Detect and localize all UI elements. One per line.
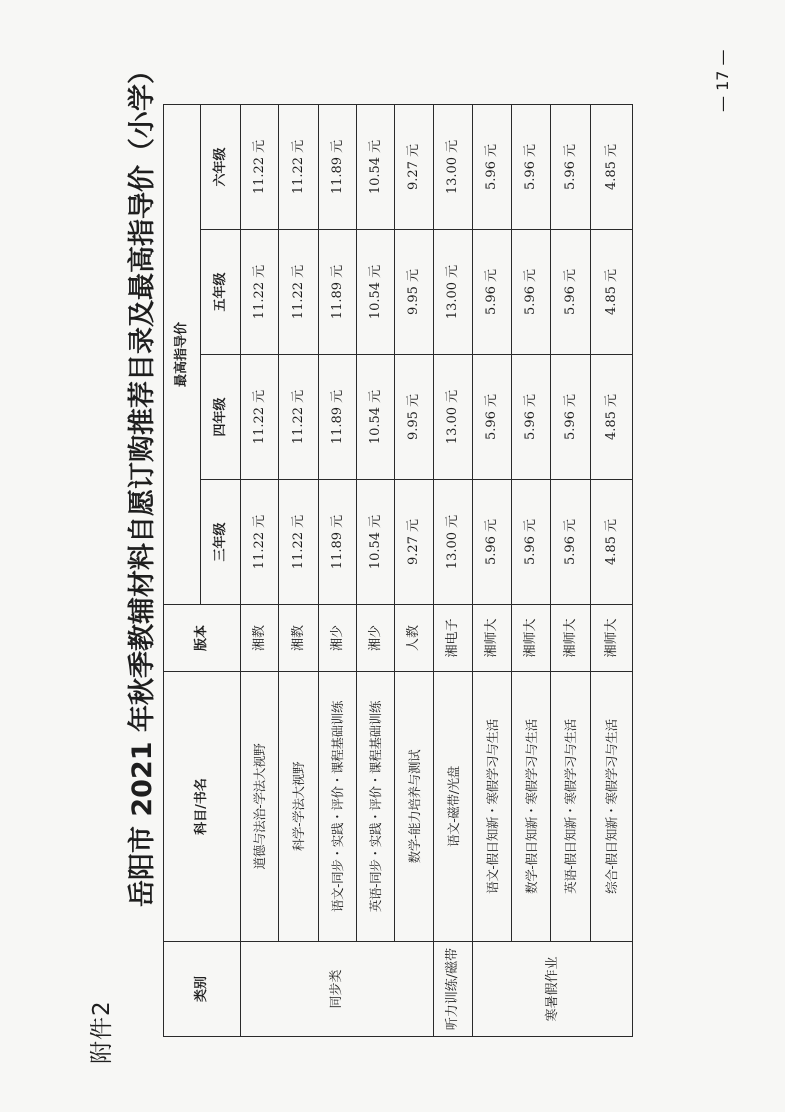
price-cell-grade-3: 9.27 元 xyxy=(395,480,434,605)
price-cell-grade-5: 9.95 元 xyxy=(395,230,434,355)
price-cell-grade-5: 5.96 元 xyxy=(512,230,551,355)
price-cell-grade-6: 4.85 元 xyxy=(591,104,633,229)
price-cell-grade-6: 10.54 元 xyxy=(357,104,395,229)
price-cell-grade-6: 5.96 元 xyxy=(512,104,551,229)
page-title: 岳阳市 2021 年秋季教辅材料自愿订购推荐目录及最高指导价（小学） xyxy=(127,57,158,907)
book-cell: 语文-同步・实践・评价・课程基础训练 xyxy=(319,672,357,942)
price-cell-grade-4: 5.96 元 xyxy=(551,355,591,480)
book-cell: 道德与法治-学法大视野 xyxy=(241,672,279,942)
header-grade-6: 六年级 xyxy=(201,104,241,229)
price-cell-grade-6: 11.22 元 xyxy=(241,104,279,229)
table-row xyxy=(319,104,357,1036)
publisher-cell: 湘师大 xyxy=(551,605,591,672)
price-cell-grade-4: 9.95 元 xyxy=(395,355,434,480)
book-cell: 科学-学法大视野 xyxy=(279,672,319,942)
price-cell-grade-6: 5.96 元 xyxy=(473,104,512,229)
price-cell-grade-4: 5.96 元 xyxy=(473,355,512,480)
header-grade-3: 三年级 xyxy=(201,480,241,605)
price-cell-grade-6: 11.22 元 xyxy=(279,104,319,229)
price-cell-grade-5: 11.89 元 xyxy=(319,230,357,355)
category-cell: 寒暑假作业 xyxy=(473,942,633,1037)
price-cell-grade-5: 11.22 元 xyxy=(279,230,319,355)
table-row xyxy=(591,104,633,1036)
header-book: 科目/书名 xyxy=(164,672,241,942)
book-cell: 综合-假日知新・寒假学习与生活 xyxy=(591,672,633,942)
publisher-cell: 人教 xyxy=(395,605,434,672)
table-row xyxy=(434,104,473,1036)
price-cell-grade-6: 9.27 元 xyxy=(395,104,434,229)
table-row xyxy=(279,104,319,1036)
price-cell-grade-3: 10.54 元 xyxy=(357,480,395,605)
publisher-cell: 湘教 xyxy=(279,605,319,672)
price-cell-grade-3: 4.85 元 xyxy=(591,480,633,605)
table-row xyxy=(551,104,591,1036)
book-cell: 英语-假日知新・寒假学习与生活 xyxy=(551,672,591,942)
price-cell-grade-6: 5.96 元 xyxy=(551,104,591,229)
price-cell-grade-5: 5.96 元 xyxy=(551,230,591,355)
price-cell-grade-3: 11.22 元 xyxy=(241,480,279,605)
price-cell-grade-4: 11.89 元 xyxy=(319,355,357,480)
price-cell-grade-5: 4.85 元 xyxy=(591,230,633,355)
price-cell-grade-3: 5.96 元 xyxy=(512,480,551,605)
price-cell-grade-4: 13.00 元 xyxy=(434,355,473,480)
publisher-cell: 湘师大 xyxy=(591,605,633,672)
price-cell-grade-5: 11.22 元 xyxy=(241,230,279,355)
publisher-cell: 湘师大 xyxy=(473,605,512,672)
price-cell-grade-6: 13.00 元 xyxy=(434,104,473,229)
publisher-cell: 湘少 xyxy=(357,605,395,672)
category-cell: 听力训练/磁带 xyxy=(434,942,473,1037)
publisher-cell: 湘电子 xyxy=(434,605,473,672)
price-cell-grade-4: 10.54 元 xyxy=(357,355,395,480)
price-cell-grade-5: 13.00 元 xyxy=(434,230,473,355)
header-max-price: 最高指导价 xyxy=(164,104,201,604)
price-cell-grade-3: 13.00 元 xyxy=(434,480,473,605)
price-table xyxy=(163,104,633,1037)
attachment-label: 附件2 xyxy=(89,1000,115,1064)
price-cell-grade-3: 5.96 元 xyxy=(551,480,591,605)
price-cell-grade-3: 11.89 元 xyxy=(319,480,357,605)
header-grade-4: 四年级 xyxy=(201,355,241,480)
publisher-cell: 湘教 xyxy=(241,605,279,672)
book-cell: 数学-假日知新・寒假学习与生活 xyxy=(512,672,551,942)
price-cell-grade-4: 11.22 元 xyxy=(241,355,279,480)
table-body xyxy=(241,104,633,1036)
table-row xyxy=(473,104,512,1036)
header-publisher: 版本 xyxy=(164,605,241,672)
book-cell: 数学-能力培养与测试 xyxy=(395,672,434,942)
book-cell: 语文-磁带/光盘 xyxy=(434,672,473,942)
book-cell: 英语-同步・实践・评价・课程基础训练 xyxy=(357,672,395,942)
category-cell: 同步类 xyxy=(241,942,434,1037)
table-row xyxy=(512,104,551,1036)
price-cell-grade-3: 5.96 元 xyxy=(473,480,512,605)
header-category: 类别 xyxy=(164,942,241,1037)
table-row xyxy=(357,104,395,1036)
publisher-cell: 湘少 xyxy=(319,605,357,672)
price-cell-grade-3: 11.22 元 xyxy=(279,480,319,605)
table-row xyxy=(241,104,279,1036)
price-cell-grade-4: 5.96 元 xyxy=(512,355,551,480)
price-cell-grade-5: 10.54 元 xyxy=(357,230,395,355)
publisher-cell: 湘师大 xyxy=(512,605,551,672)
price-cell-grade-6: 11.89 元 xyxy=(319,104,357,229)
price-cell-grade-5: 5.96 元 xyxy=(473,230,512,355)
price-cell-grade-4: 4.85 元 xyxy=(591,355,633,480)
price-cell-grade-4: 11.22 元 xyxy=(279,355,319,480)
table-row xyxy=(395,104,434,1036)
book-cell: 语文-假日知新・寒假学习与生活 xyxy=(473,672,512,942)
header-grade-5: 五年级 xyxy=(201,230,241,355)
page-number: — 17 — xyxy=(713,49,732,112)
